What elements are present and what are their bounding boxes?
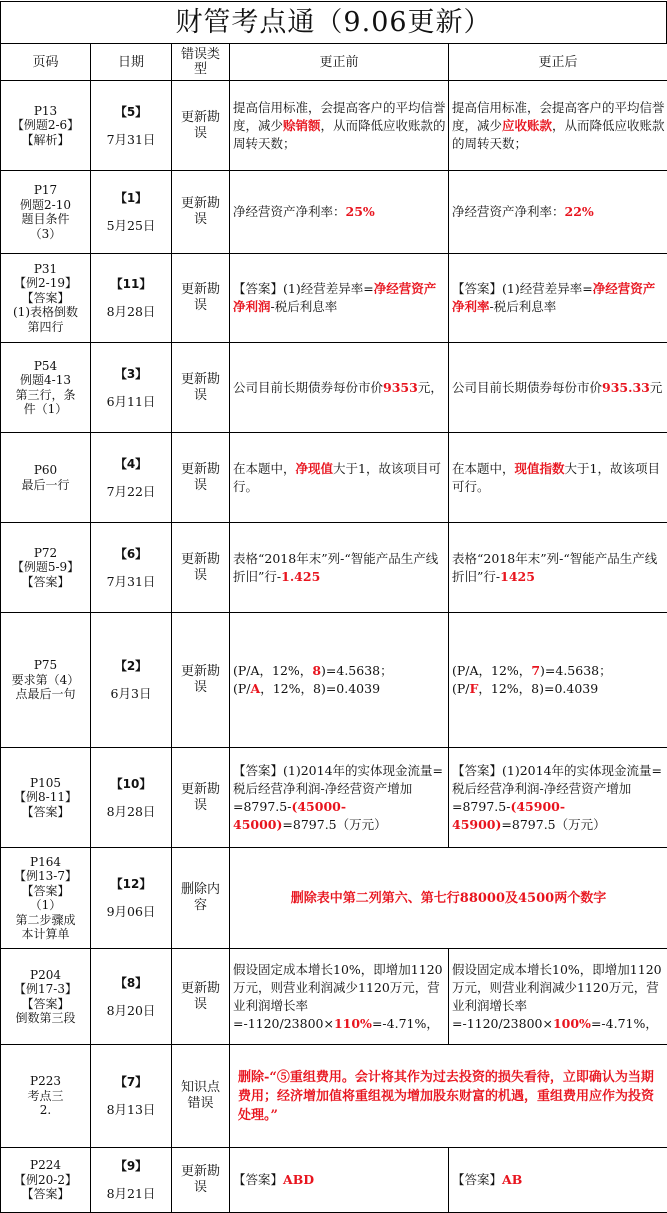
date-cell <box>91 1045 172 1148</box>
highlighted-text: 100% <box>553 1016 591 1031</box>
highlighted-text: (45900-45900) <box>452 799 565 832</box>
before-cell <box>230 748 449 848</box>
table-row <box>1 81 667 171</box>
text-segment: 假设固定成本增长10%，即增加1120万元，则营业利润减少1120万元，营业利润增长率=-1120/23800× <box>452 962 662 1031</box>
text-segment: 【答案】(1)2014年的实体现金流量=税后经营净利润-净经营资产增加=8797.5- <box>233 763 443 814</box>
merged-correction-cell <box>230 848 667 949</box>
after-cell <box>449 748 667 848</box>
entry-number: 【8】 <box>91 976 171 991</box>
after-cell <box>449 81 667 171</box>
merged-correction-cell <box>230 1045 667 1148</box>
error-type-cell: 知识点错误 <box>172 1045 230 1148</box>
page-cell: P17 例题2-10 题目条件 （3） <box>1 171 91 254</box>
before-cell <box>230 343 449 433</box>
after-cell <box>449 343 667 433</box>
highlighted-text: AB <box>502 1172 522 1187</box>
text-segment: ，12%，8)=0.4039 <box>478 681 598 696</box>
date-cell <box>91 81 172 171</box>
header-page: 页码 <box>1 44 91 81</box>
table-row <box>1 171 667 254</box>
error-type-cell: 更新勘误 <box>172 949 230 1045</box>
entry-date: 8月28日 <box>107 304 156 319</box>
entry-number: 【10】 <box>91 777 171 792</box>
page-cell: P60 最后一行 <box>1 433 91 523</box>
before-cell <box>230 433 449 523</box>
text-segment: 在本题中， <box>233 461 296 476</box>
date-cell <box>91 343 172 433</box>
highlighted-text: 净经营资产净利润 <box>233 281 436 314</box>
highlighted-text: 9353 <box>383 380 418 395</box>
text-segment: 假设固定成本增长10%，即增加1120万元，则营业利润减少1120万元，营业利润增长率=-1120/23800× <box>233 962 443 1031</box>
before-cell <box>230 523 449 613</box>
text-segment: 表格“2018年末”列-“智能产品生产线折旧”行- <box>233 551 438 584</box>
page-cell: P75 要求第（4） 点最后一句 <box>1 613 91 748</box>
after-cell <box>449 949 667 1045</box>
date-cell <box>91 613 172 748</box>
text-segment: )=4.5638； (P/ <box>233 663 393 696</box>
text-segment: 提高信用标准，会提高客户的平均信誉度，减少 <box>452 100 665 133</box>
after-cell <box>449 613 667 748</box>
before-cell <box>230 1148 449 1213</box>
page-cell: P224 【例20-2】 【答案】 <box>1 1148 91 1213</box>
table-row <box>1 523 667 613</box>
highlighted-text: 7 <box>531 663 540 678</box>
text-segment: 在本题中， <box>452 461 515 476</box>
entry-number: 【9】 <box>91 1159 171 1174</box>
header-before: 更正前 <box>230 44 449 81</box>
before-cell <box>230 613 449 748</box>
text-segment: =-4.71%， <box>591 1016 658 1031</box>
error-type-cell: 更新勘误 <box>172 613 230 748</box>
date-cell <box>91 433 172 523</box>
text-segment: 【答案】(1)经营差异率= <box>233 281 374 296</box>
header-date: 日期 <box>91 44 172 81</box>
highlighted-text: 删除-“⑤重组费用。会计将其作为过去投资的损失看待，立即确认为当期费用；经济增加值将重组视为增加股东财富的机遇，重组费用应作为投资处理。” <box>238 1070 654 1123</box>
text-segment: ，从而降低应收账款的周转天数； <box>452 118 665 151</box>
highlighted-text: A <box>251 681 261 696</box>
entry-number: 【7】 <box>91 1075 171 1090</box>
entry-number: 【1】 <box>91 191 171 206</box>
highlighted-text: 25% <box>346 204 375 219</box>
date-cell <box>91 254 172 343</box>
entry-date: 9月06日 <box>107 904 156 919</box>
text-segment: =8797.5（万元） <box>282 817 386 832</box>
highlighted-text: 8 <box>312 663 321 678</box>
entry-date: 8月28日 <box>107 804 156 819</box>
entry-number: 【4】 <box>91 457 171 472</box>
text-segment: 元 <box>650 380 663 395</box>
errata-document <box>0 1 667 1213</box>
date-cell <box>91 848 172 949</box>
text-segment: 大于1，故该项目可行。 <box>452 461 660 494</box>
table-row <box>1 343 667 433</box>
table-row <box>1 1148 667 1213</box>
text-segment: 公司目前长期债券每份市价 <box>452 380 602 395</box>
date-cell <box>91 171 172 254</box>
entry-number: 【3】 <box>91 367 171 382</box>
after-cell <box>449 171 667 254</box>
error-type-cell: 更新勘误 <box>172 254 230 343</box>
page-cell: P54 例题4-13 第三行，条 件（1） <box>1 343 91 433</box>
text-segment: ，12%，8)=0.4039 <box>260 681 380 696</box>
header-after: 更正后 <box>449 44 667 81</box>
text-segment: 净经营资产净利率： <box>233 204 346 219</box>
error-type-cell: 更新勘误 <box>172 523 230 613</box>
text-segment: 【答案】 <box>233 1172 283 1187</box>
table-row <box>1 254 667 343</box>
error-type-cell: 更新勘误 <box>172 748 230 848</box>
header-type: 错误类型 <box>172 44 230 81</box>
page-cell: P164 【例13-7】 【答案】 （1） 第二步骤成 本计算单 <box>1 848 91 949</box>
entry-date: 8月21日 <box>107 1186 156 1201</box>
table-row <box>1 848 667 949</box>
table-body <box>1 81 667 1213</box>
before-cell <box>230 81 449 171</box>
text-segment: 公司目前长期债券每份市价 <box>233 380 383 395</box>
text-segment: )=4.5638； (P/ <box>452 663 612 696</box>
text-segment: ，从而降低应收账款的周转天数； <box>233 118 446 151</box>
entry-date: 5月25日 <box>107 218 156 233</box>
highlighted-text: 1.425 <box>281 569 320 584</box>
error-type-cell: 更新勘误 <box>172 171 230 254</box>
highlighted-text: (45000-45000) <box>233 799 346 832</box>
highlighted-text: 删除表中第二列第六、第七行88000及4500两个数字 <box>291 891 606 906</box>
date-cell <box>91 523 172 613</box>
text-segment: 【答案】(1)经营差异率= <box>452 281 593 296</box>
text-segment: 大于1，故该项目可行。 <box>233 461 441 494</box>
error-type-cell: 更新勘误 <box>172 433 230 523</box>
highlighted-text: 净经营资产净利率 <box>452 281 655 314</box>
entry-date: 7月31日 <box>107 132 156 147</box>
text-segment: -税后利息率 <box>271 299 338 314</box>
after-cell <box>449 1148 667 1213</box>
highlighted-text: 1425 <box>500 569 535 584</box>
highlighted-text: 净现值 <box>296 461 334 476</box>
entry-date: 7月31日 <box>107 574 156 589</box>
error-type-cell: 更新勘误 <box>172 343 230 433</box>
highlighted-text: 赊销额 <box>283 118 321 133</box>
page-cell: P13 【例题2-6】 【解析】 <box>1 81 91 171</box>
after-cell <box>449 433 667 523</box>
before-cell <box>230 949 449 1045</box>
entry-date: 6月11日 <box>107 394 156 409</box>
text-segment: 净经营资产净利率： <box>452 204 565 219</box>
error-type-cell: 更新勘误 <box>172 1148 230 1213</box>
highlighted-text: 应收账款 <box>502 118 552 133</box>
entry-date: 8月20日 <box>107 1003 156 1018</box>
text-segment: 【答案】(1)2014年的实体现金流量=税后经营净利润-净经营资产增加=8797.5- <box>452 763 662 814</box>
highlighted-text: 935.33 <box>602 380 650 395</box>
before-cell <box>230 254 449 343</box>
table-row <box>1 949 667 1045</box>
text-segment: 表格“2018年末”列-“智能产品生产线折旧”行- <box>452 551 657 584</box>
error-type-cell: 删除内容 <box>172 848 230 949</box>
entry-date: 8月13日 <box>107 1102 156 1117</box>
text-segment: 提高信用标准，会提高客户的平均信誉度，减少 <box>233 100 446 133</box>
entry-date: 6月3日 <box>111 686 152 701</box>
page-cell: P72 【例题5-9】 【答案】 <box>1 523 91 613</box>
page-cell: P105 【例8-11】 【答案】 <box>1 748 91 848</box>
highlighted-text: ABD <box>283 1172 314 1187</box>
table-row <box>1 1045 667 1148</box>
highlighted-text: 110% <box>334 1016 372 1031</box>
highlighted-text: F <box>470 681 479 696</box>
highlighted-text: 22% <box>565 204 594 219</box>
errata-table <box>0 43 667 1213</box>
text-segment: =-4.71%， <box>372 1016 439 1031</box>
before-cell <box>230 171 449 254</box>
header-row <box>1 44 667 81</box>
entry-number: 【6】 <box>91 547 171 562</box>
highlighted-text: 现值指数 <box>515 461 565 476</box>
date-cell <box>91 748 172 848</box>
table-row <box>1 433 667 523</box>
document-title: 财管考点通（9.06更新） <box>0 1 667 43</box>
after-cell <box>449 254 667 343</box>
entry-number: 【11】 <box>91 277 171 292</box>
text-segment: -税后利息率 <box>490 299 557 314</box>
page-cell: P204 【例17-3】 【答案】 倒数第三段 <box>1 949 91 1045</box>
date-cell <box>91 949 172 1045</box>
table-row <box>1 748 667 848</box>
text-segment: (P/A，12%， <box>452 663 531 678</box>
after-cell <box>449 523 667 613</box>
page-cell: P223 考点三 2. <box>1 1045 91 1148</box>
text-segment: =8797.5（万元） <box>501 817 605 832</box>
text-segment: 元， <box>418 380 443 395</box>
table-row <box>1 613 667 748</box>
page-cell: P31 【例2-19】 【答案】 (1)表格倒数 第四行 <box>1 254 91 343</box>
entry-date: 7月22日 <box>107 484 156 499</box>
entry-number: 【2】 <box>91 659 171 674</box>
entry-number: 【5】 <box>91 105 171 120</box>
text-segment: (P/A，12%， <box>233 663 312 678</box>
entry-number: 【12】 <box>91 877 171 892</box>
text-segment: 【答案】 <box>452 1172 502 1187</box>
error-type-cell: 更新勘误 <box>172 81 230 171</box>
date-cell <box>91 1148 172 1213</box>
